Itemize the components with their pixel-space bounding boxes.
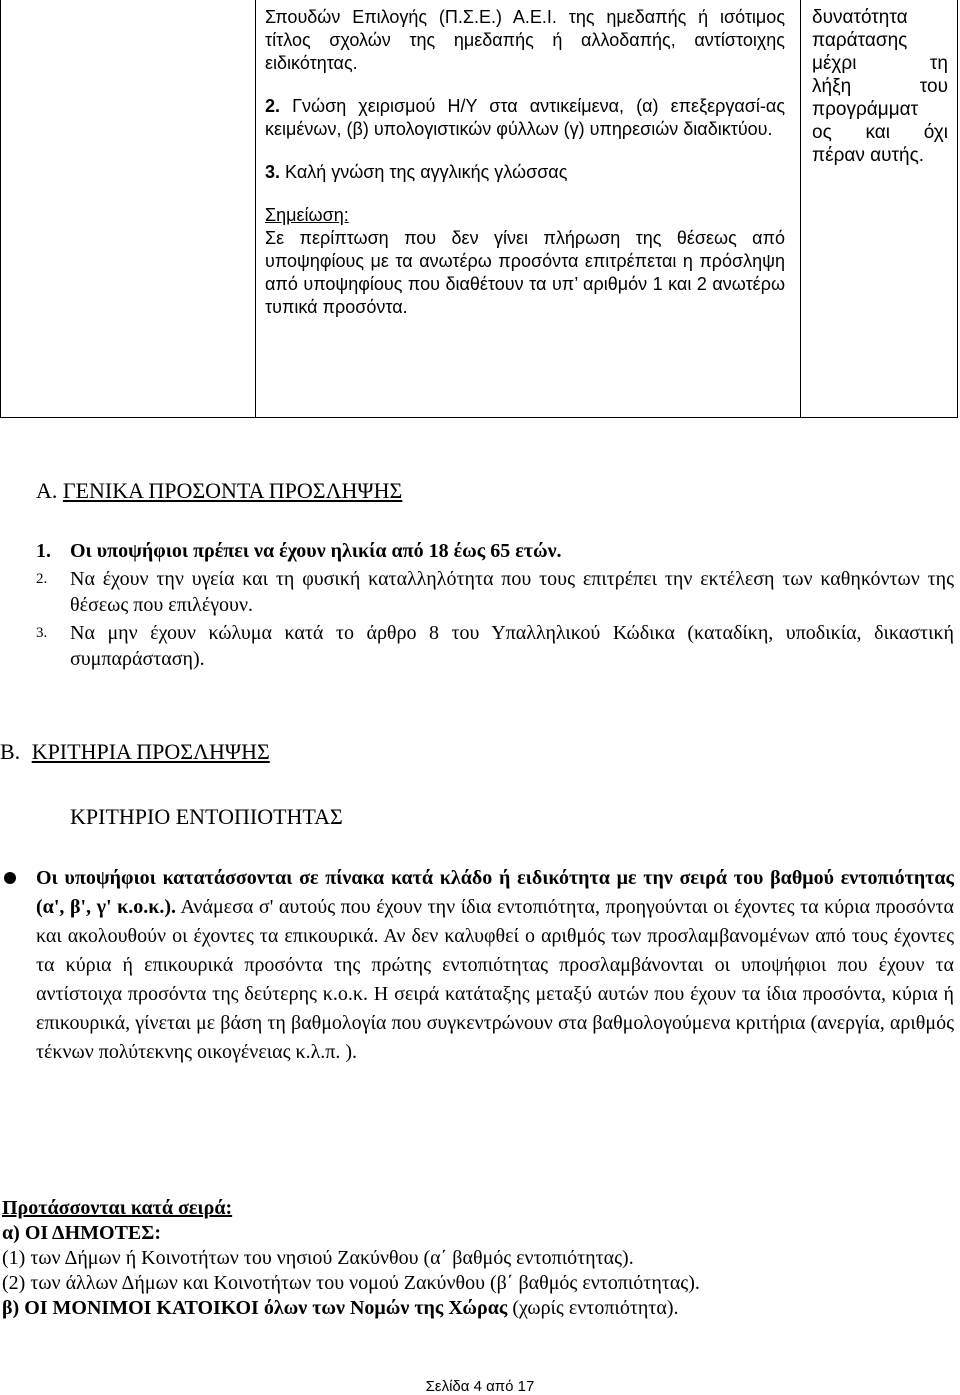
qualification-item-2 (265, 95, 785, 141)
priority-b-text: (χωρίς εντοπιότητα). (512, 1297, 679, 1319)
section-b-title: ΚΡΙΤΗΡΙΑ ΠΡΟΣΛΗΨΗΣ (31, 739, 270, 764)
note-text: Σε περίπτωση που δεν γίνει πλήρωση της θέσεως από υποψηφίους με τα ανωτέρω προσόντα επιτρέπεται η πρόσληψη από υποψηφίους που διαθέτουν τα υπ’ αριθμόν 1 και 2 ανωτέρω τυπικά προσόντα. (265, 228, 785, 317)
page-number: Σελίδα 4 από 17 (425, 1378, 535, 1395)
table-cell-duration (812, 6, 948, 167)
section-b-heading (0, 739, 270, 765)
duration-line: πέραν αυτής. (812, 145, 925, 166)
priority-section (2, 1196, 952, 1321)
qualification-item-number: 2. (265, 96, 281, 116)
locality-criterion-paragraph (0, 864, 954, 1067)
locality-rule-text: Ανάμεσα σ' αυτούς που έχουν την ίδια εντοπιότητα, προηγούνται οι έχοντες τα κύρια προσόντα και ακολουθούν οι έχοντες τα επικουρικά. Αν δεν καλυφθεί ο αριθμός των προσλαμβανομένων από τους έχοντες τα κύρια ή επικουρικά προσόντα της πρώτης εντοπιότητας προσλαμβάνονται οι υποψήφιοι που έχουν τα αντίστοιχα προσόντα της δεύτερης κ.ο.κ. Η σειρά κατάταξης μεταξύ αυτών που έχουν τα ίδια προσόντα, κύρια ή επικουρικά, γίνεται με βάση τη βαθμολογία που συγκεντρώνουν στα βαθμολογούμενα κριτήρια (ανεργία, αριθμός τέκνων πολύτεκνης οικογένειας κ.λ.π. ). (36, 896, 954, 1063)
duration-line: λήξη του (812, 76, 948, 97)
list-item-text: Να έχουν την υγεία και τη φυσική καταλληλότητα που τους επιτρέπει την εκτέλεση των καθηκόντων της θέσεως που επιλέγουν. (70, 568, 954, 616)
duration-line: μέχρι τη (812, 53, 948, 74)
general-qualifications-list (36, 538, 954, 674)
priority-b-label: β) ΟΙ ΜΟΝΙΜΟΙ ΚΑΤΟΙΚΟΙ όλων των Νομών της Χώρας (2, 1297, 508, 1319)
list-item (36, 620, 954, 672)
locality-rule-bold: Οι υποψήφιοι κατατάσσονται σε πίνακα κατά κλάδο ή ειδικότητα με την σειρά του βαθμού εντοπιότητας (α', β', γ' κ.ο.κ.). (36, 867, 954, 918)
list-item (36, 538, 954, 564)
table-column-divider (800, 0, 801, 417)
duration-line: ος και όχι (812, 122, 948, 143)
qualifications-table (0, 0, 958, 418)
note-label: Σημείωση: (265, 205, 349, 225)
bullet-icon (4, 872, 16, 884)
list-item-number: 2. (36, 571, 48, 587)
priority-b (2, 1296, 952, 1321)
section-a-title: ΓΕΝΙΚΑ ΠΡΟΣΟΝΤΑ ΠΡΟΣΛΗΨΗΣ (62, 478, 403, 503)
qualification-item-text: Γνώση χειρισμού Η/Υ στα αντικείμενα, (α) επεξεργασί-ας κειμένων, (β) υπολογιστικών φύλλων (γ) υπηρεσιών διαδικτύου. (265, 96, 785, 139)
table-column-divider (255, 0, 256, 417)
duration-line: παράτασης (812, 30, 908, 51)
qualification-item-number: 3. (265, 162, 281, 182)
section-a-heading (36, 478, 402, 504)
list-item-text: Οι υποψήφιοι πρέπει να έχουν ηλικία από 18 έως 65 ετών. (70, 540, 562, 562)
list-item-text: Να μην έχουν κώλυμα κατά το άρθρο 8 του Υπαλληλικού Κώδικα (καταδίκη, υποδικία, δικαστική συμπαράσταση). (70, 622, 954, 670)
section-a-letter: Α. (36, 478, 58, 503)
table-cell-qualifications (265, 6, 785, 319)
priority-title: Προτάσσονται κατά σειρά: (2, 1197, 233, 1219)
duration-line: προγράμματ (812, 99, 919, 120)
qualification-item-text: Καλή γνώση της αγγλικής γλώσσας (285, 162, 568, 182)
list-item-number: 1. (36, 540, 51, 562)
duration-line: δυνατότητα (812, 7, 908, 28)
locality-criterion-subheading: ΚΡΙΤΗΡΙΟ ΕΝΤΟΠΙΟΤΗΤΑΣ (70, 804, 343, 829)
section-b-letter: Β. (0, 739, 21, 764)
list-item (36, 566, 954, 618)
priority-a2: (2) των άλλων Δήμων και Κοινοτήτων του νομού Ζακύνθου (β΄ βαθμός εντοπιότητας). (2, 1272, 700, 1294)
qualification-item-3 (265, 161, 785, 184)
priority-a1: (1) των Δήμων ή Κοινοτήτων του νησιού Ζακύνθου (α΄ βαθμός εντοπιότητας). (2, 1247, 634, 1269)
qualification-degree-text: Σπουδών Επιλογής (Π.Σ.Ε.) Α.Ε.Ι. της ημεδαπής ή ισότιμος τίτλος σχολών της ημεδαπής ή αλλοδαπής, αντίστοιχης ειδικότητας. (265, 7, 785, 73)
list-item-number: 3. (36, 625, 48, 641)
priority-a-label: α) ΟΙ ΔΗΜΟΤΕΣ: (2, 1222, 162, 1244)
